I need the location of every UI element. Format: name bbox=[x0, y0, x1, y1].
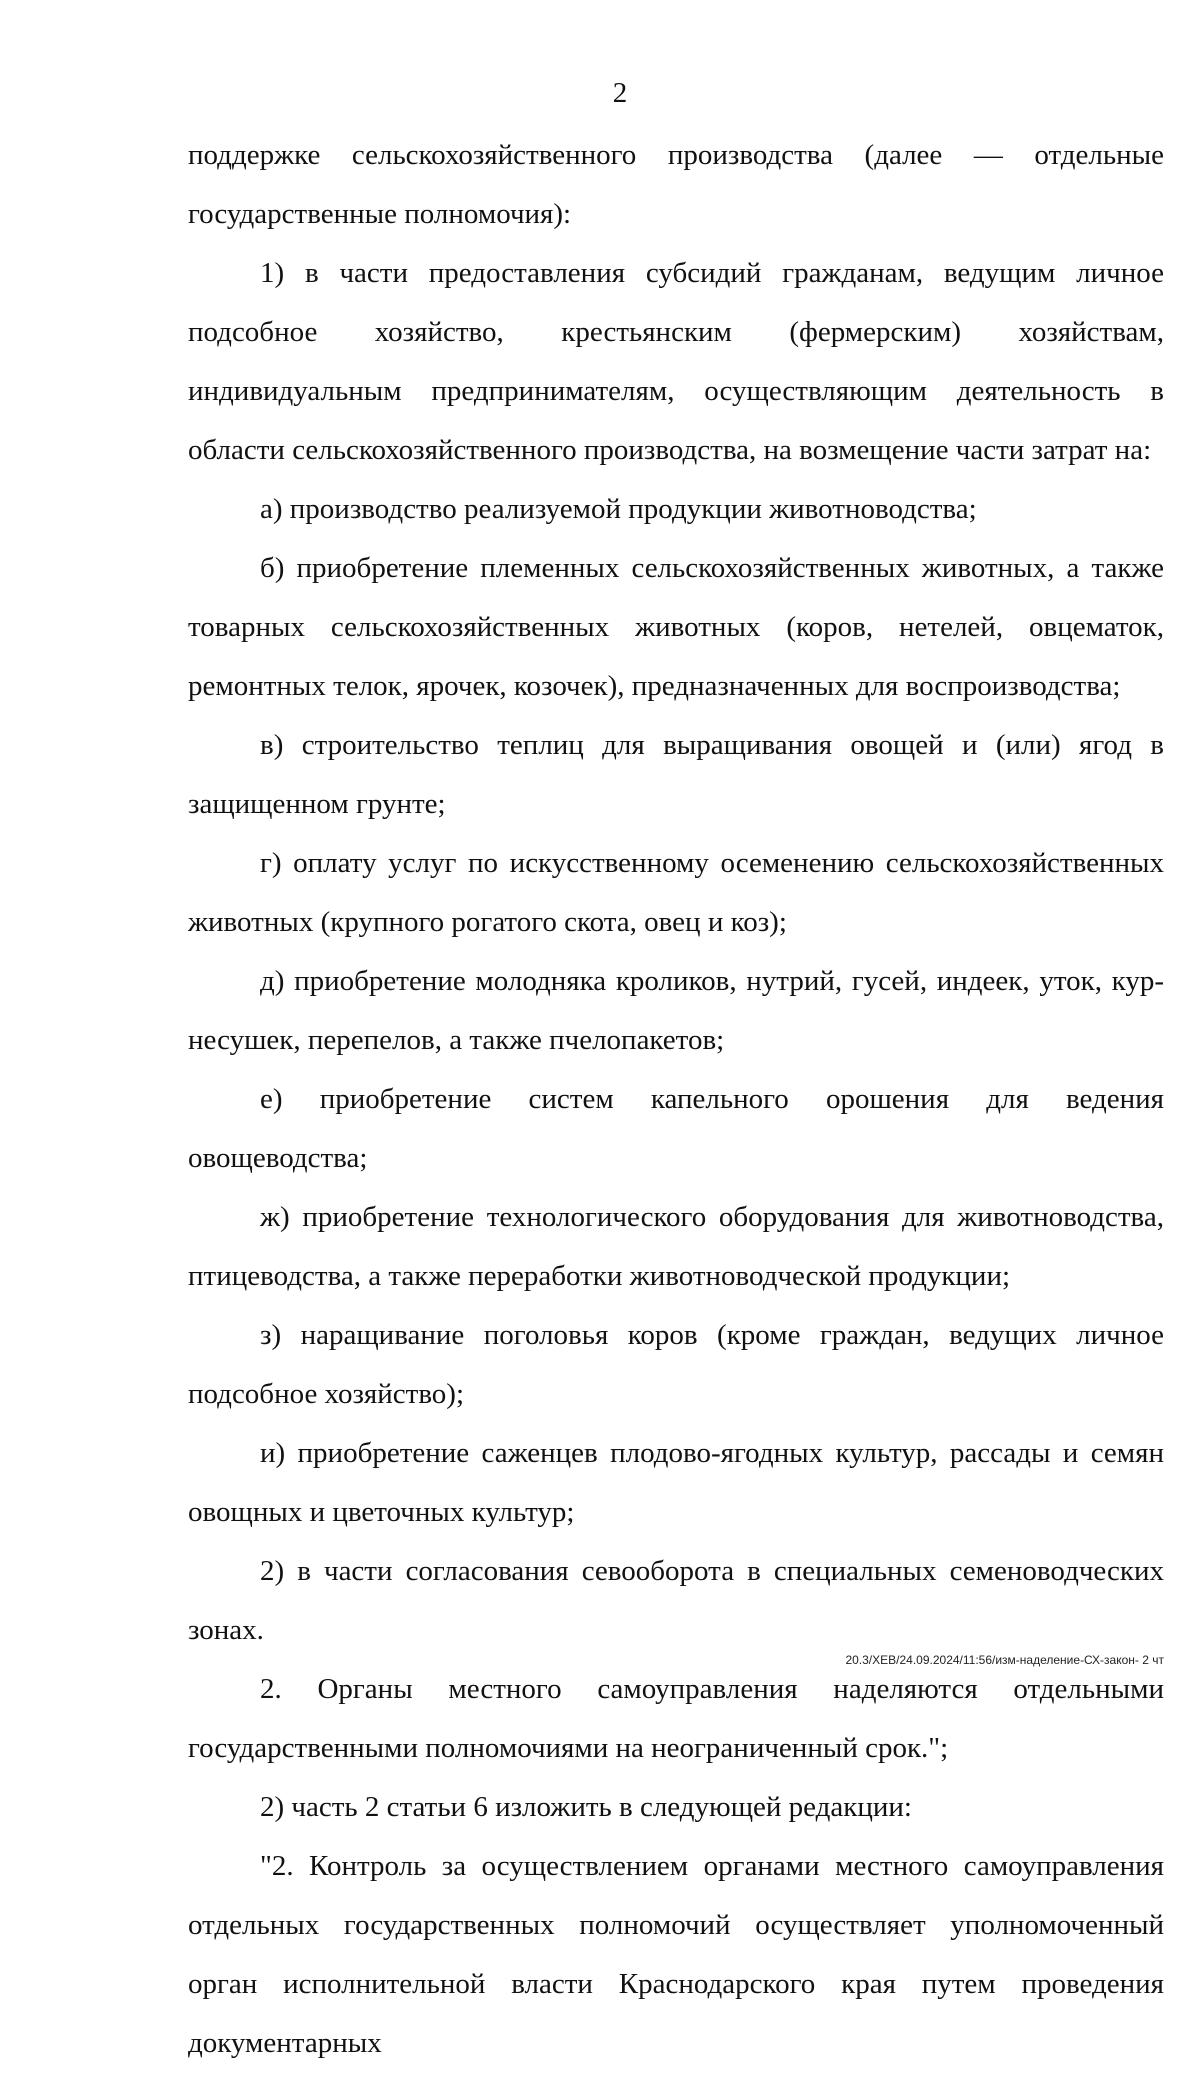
paragraph-amendment-2: 2) часть 2 статьи 6 изложить в следующей редакции: bbox=[260, 1791, 912, 1823]
paragraph-item-v: в) строительство теплиц для выращивания овощей и (или) ягод в защищенном грунте; bbox=[188, 729, 1164, 820]
paragraph-item-1: 1) в части предоставления субсидий гражданам, ведущим личное подсобное хозяйство, крестьянским (фермерским) хозяйствам, индивидуальным предпринимателям, осуществляющим деятельность в области сельскохозяйственного производства, на возмещение части затрат на: bbox=[188, 257, 1164, 466]
paragraph-item-i: и) приобретение саженцев плодово-ягодных культур, рассады и семян овощных и цветочных культур; bbox=[188, 1437, 1164, 1528]
paragraph-item-d: д) приобретение молодняка кроликов, нутрий, гусей, индеек, уток, кур-несушек, перепелов, а также пчелопакетов; bbox=[188, 965, 1164, 1056]
footer-document-code: 20.3/ХЕВ/24.09.2024/11:56/изм-наделение-СХ-закон- 2 чт bbox=[845, 1653, 1164, 1667]
paragraph-item-2: 2) в части согласования севооборота в специальных семеноводческих зонах. bbox=[188, 1555, 1164, 1646]
paragraph-item-g: г) оплату услуг по искусственному осеменению сельскохозяйственных животных (крупного рогатого скота, овец и коз); bbox=[188, 847, 1164, 938]
paragraph-item-a: а) производство реализуемой продукции животноводства; bbox=[260, 493, 977, 525]
paragraph-item-z: з) наращивание поголовья коров (кроме граждан, ведущих личное подсобное хозяйство); bbox=[188, 1319, 1164, 1410]
paragraph-item-zh: ж) приобретение технологического оборудования для животноводства, птицеводства, а также переработки животноводческой продукции; bbox=[188, 1201, 1164, 1292]
paragraph-section-2: 2. Органы местного самоуправления наделяются отдельными государственными полномочиями на неограниченный срок."; bbox=[188, 1673, 1164, 1764]
paragraph-item-e: е) приобретение систем капельного орошения для ведения овощеводства; bbox=[188, 1083, 1164, 1174]
paragraph-item-b: б) приобретение племенных сельскохозяйственных животных, а также товарных сельскохозяйственных животных (коров, нетелей, овцематок, ремонтных телок, ярочек, козочек), предназначенных для воспроизводства; bbox=[188, 552, 1164, 702]
paragraph-continuation: поддержке сельскохозяйственного производства (далее — отдельные государственные полномочия): bbox=[188, 139, 1164, 230]
document-body bbox=[188, 126, 1164, 2073]
paragraph-control-clause: "2. Контроль за осуществлением органами местного самоуправления отдельных государственных полномочий осуществляет уполномоченный орган исполнительной власти Краснодарского края путем проведения документарных bbox=[188, 1850, 1164, 2059]
page-number: 2 bbox=[612, 77, 628, 109]
